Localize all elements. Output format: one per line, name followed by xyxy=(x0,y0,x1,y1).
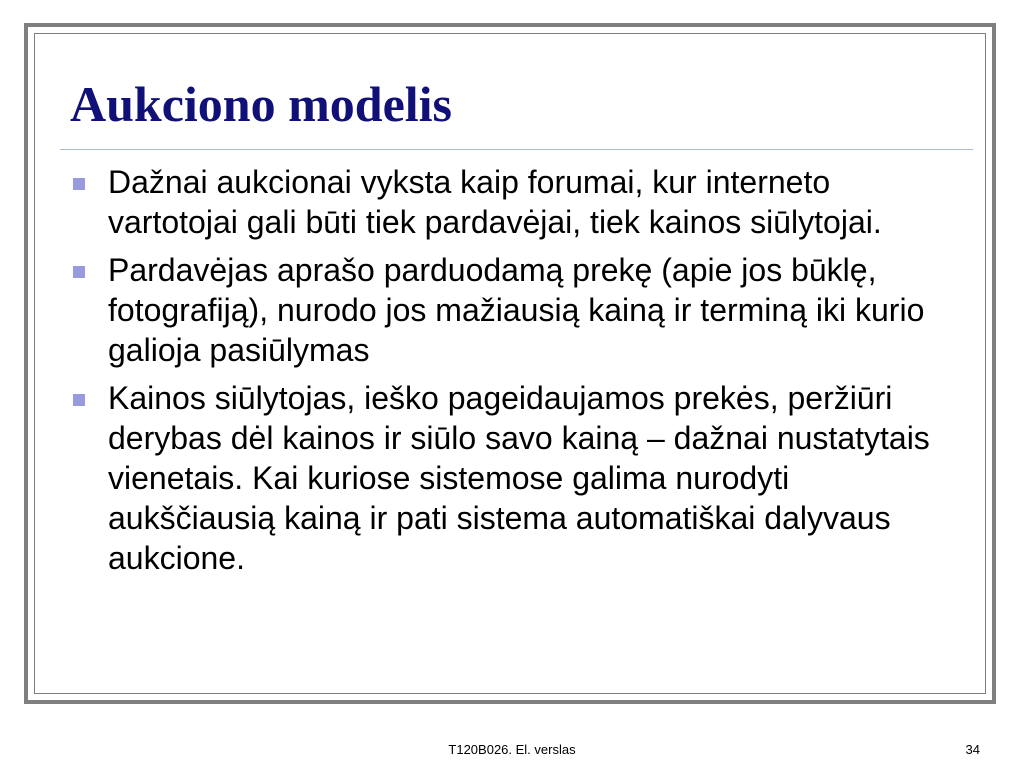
title-divider xyxy=(60,149,973,150)
slide-title: Aukciono modelis xyxy=(70,76,453,132)
bullet-text: Dažnai aukcionai vyksta kaip forumai, kur interneto vartotojai gali būti tiek pardavėjai, tiek kainos siūlytojai. xyxy=(108,164,882,240)
bullet-list xyxy=(70,162,950,586)
square-bullet-icon xyxy=(73,266,85,278)
bullet-item xyxy=(70,162,950,242)
bullet-item xyxy=(70,378,950,578)
bullet-text: Pardavėjas aprašo parduodamą prekę (apie jos būklę, fotografiją), nurodo jos mažiausią kainą ir terminą iki kurio galioja pasiūlymas xyxy=(108,252,925,368)
square-bullet-icon xyxy=(73,178,85,190)
square-bullet-icon xyxy=(73,394,85,406)
footer-course-label: T120B026. El. verslas xyxy=(448,742,576,757)
bullet-text: Kainos siūlytojas, ieško pageidaujamos prekės, peržiūri derybas dėl kainos ir siūlo savo kainą – dažnai nustatytais vienetais. Kai kuriose sistemose galima nurodyti aukščiausią kainą ir pati sistema automatiškai dalyvaus aukcione. xyxy=(108,380,930,576)
page-number: 34 xyxy=(965,742,980,757)
bullet-item xyxy=(70,250,950,370)
